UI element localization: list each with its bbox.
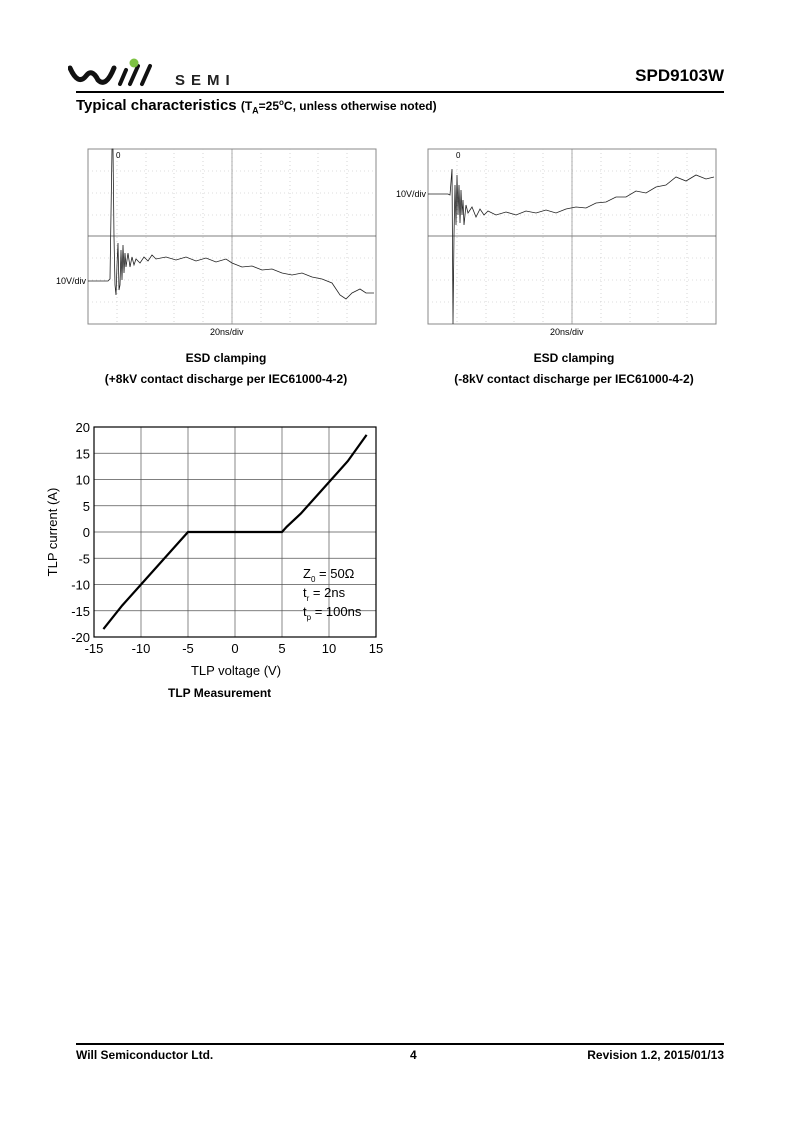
tlp-xlabel: TLP voltage (V) — [190, 663, 282, 678]
part-number: SPD9103W — [635, 66, 724, 85]
tlp-ytick-label: 15 — [75, 446, 90, 462]
tlp-xtick-label: 10 — [321, 641, 337, 656]
tlp-annotations — [303, 566, 362, 622]
footer-company: Will Semiconductor Ltd. — [76, 1048, 214, 1062]
scope2-caption-title: ESD clamping — [533, 351, 615, 365]
scope2-caption — [414, 348, 734, 390]
scope2-volt-div: 10V/div — [396, 189, 427, 199]
tlp-ytick-label: -10 — [71, 577, 90, 593]
scope1-volt-div: 10V/div — [56, 276, 87, 286]
scope1-time-div: 20ns/div — [210, 327, 244, 337]
annot-tp: $t_p = 100ns$ — [303, 604, 362, 622]
scope1-caption — [66, 348, 386, 390]
tlp-ytick-label: 20 — [75, 420, 90, 435]
scope1-caption-detail: (+8kV contact discharge per IEC61000-4-2) — [104, 372, 348, 386]
tlp-ytick-label: -5 — [78, 551, 90, 567]
footer-page-number: 4 — [410, 1048, 417, 1062]
tlp-xtick-label: -15 — [84, 641, 104, 656]
tlp-ytick-label: 5 — [82, 498, 90, 514]
scope-plot-positive — [56, 145, 386, 340]
tlp-ytick-label: 10 — [75, 472, 90, 488]
scope1-marker: 0 — [116, 151, 121, 160]
tlp-xtick-label: 0 — [231, 641, 239, 656]
section-title-text: Typical characteristics — [76, 97, 237, 114]
brand-word: SEMI — [175, 72, 236, 89]
annot-z0: $Z_0 = 50\Omega$ — [303, 566, 355, 584]
scope-plot-negative — [396, 145, 726, 340]
scope1-caption-title: ESD clamping — [185, 351, 267, 365]
footer-rule — [76, 1043, 724, 1045]
tlp-xtick-label: 15 — [368, 641, 384, 656]
tlp-xtick-label: -10 — [131, 641, 151, 656]
scope2-marker: 0 — [456, 151, 461, 160]
annot-tr: $t_r = 2ns$ — [303, 585, 346, 603]
tlp-ticks — [71, 420, 383, 656]
footer-revision: Revision 1.2, 2015/01/13 — [587, 1048, 724, 1062]
scope2-time-div: 20ns/div — [550, 327, 584, 337]
tlp-ytick-label: -20 — [71, 630, 90, 645]
tlp-caption: TLP Measurement — [168, 686, 272, 700]
tlp-ytick-label: -15 — [71, 603, 90, 619]
will-semi-logo-icon — [68, 58, 268, 90]
tlp-ytick-label: 0 — [82, 525, 90, 540]
section-title — [76, 97, 437, 115]
tlp-ylabel: TLP current (A) — [45, 487, 60, 577]
header-rule — [76, 91, 724, 93]
tlp-xtick-label: -5 — [182, 641, 194, 656]
tlp-xtick-label: 5 — [278, 641, 286, 656]
section-condition: ($T_A=25^oC$, unless otherwise noted) — [240, 98, 437, 116]
scope2-caption-detail: (-8kV contact discharge per IEC61000-4-2) — [454, 372, 694, 386]
tlp-chart — [40, 415, 400, 690]
